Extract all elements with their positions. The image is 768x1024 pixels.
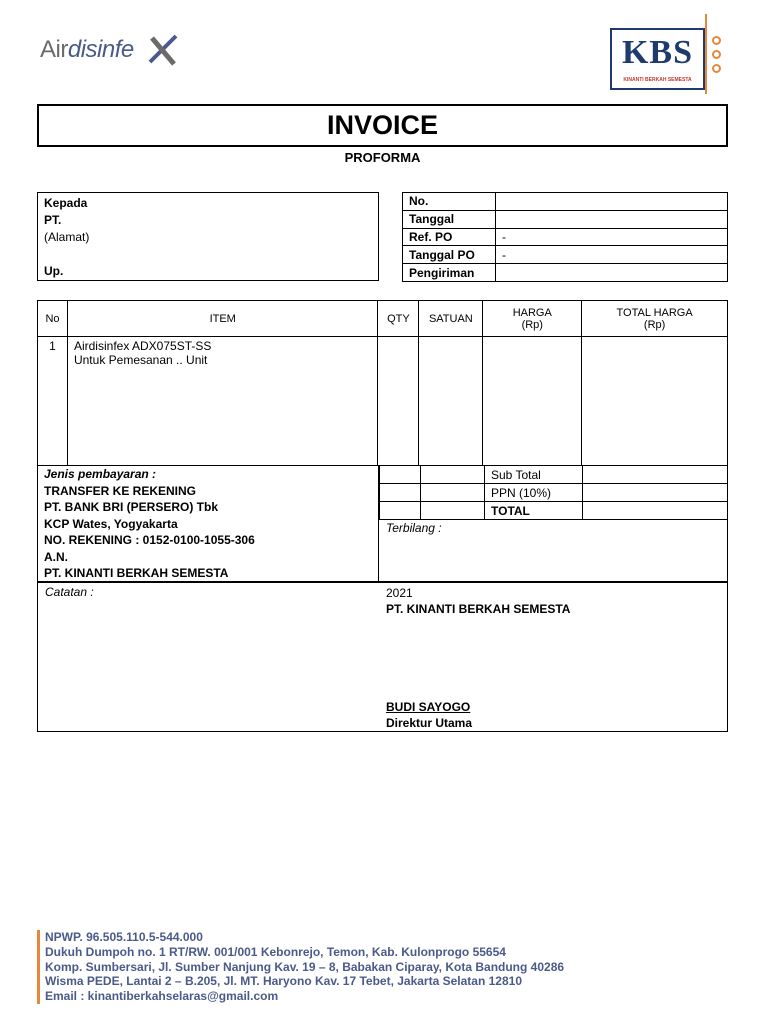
- signer: [386, 699, 472, 731]
- invoice-info-table: [402, 192, 728, 282]
- alamat-label: (Alamat): [44, 230, 90, 244]
- summary-table: [379, 465, 728, 520]
- ppn-label: PPN (10%): [485, 484, 583, 502]
- footer-npwp: NPWP. 96.505.110.5-544.000: [45, 930, 203, 944]
- row-total: [582, 337, 728, 466]
- row-qty: [378, 337, 419, 466]
- info-label: Pengiriman: [403, 264, 496, 282]
- kbs-logo-bar: [705, 14, 707, 94]
- summary-row: [380, 502, 728, 520]
- pt-label: PT.: [44, 213, 62, 227]
- subtotal-value: [583, 466, 728, 484]
- info-label: Tanggal PO: [403, 246, 496, 264]
- summary-row: [380, 484, 728, 502]
- info-row: [403, 246, 728, 264]
- info-row: [403, 228, 728, 246]
- footer-address: Komp. Sumbersari, Jl. Sumber Nanjung Kav. 19 – 8, Babakan Ciparay, Kota Bandung 40286: [45, 959, 565, 974]
- payment-summary-section: [37, 465, 728, 582]
- info-label: No.: [403, 193, 496, 211]
- recipient-spacer: [44, 246, 372, 263]
- signer-title: Direktur Utama: [386, 716, 473, 730]
- payment-account-number: NO. REKENING : 0152-0100-1055-306: [44, 533, 255, 547]
- col-no: No: [38, 301, 68, 337]
- row-item-desc: Untuk Pemesanan .. Unit: [73, 353, 208, 367]
- summary-cell: [380, 502, 421, 520]
- summary-cell: [421, 466, 485, 484]
- total-value: [583, 502, 728, 520]
- info-value: [496, 193, 728, 211]
- row-item: [67, 337, 377, 466]
- info-value: [496, 264, 728, 282]
- payment-bank: PT. BANK BRI (PERSERO) Tbk: [44, 500, 219, 514]
- kepada-label: Kepada: [44, 196, 88, 210]
- invoice-subtitle: PROFORMA: [344, 150, 421, 165]
- payment-method: TRANSFER KE REKENING: [44, 483, 197, 498]
- kbs-logo-subtext: KINANTI BERKAH SEMESTA: [623, 77, 692, 83]
- table-row: [38, 337, 728, 466]
- ppn-value: [583, 484, 728, 502]
- col-item: ITEM: [67, 301, 377, 337]
- info-label: Tanggal: [403, 210, 496, 228]
- info-row: [403, 193, 728, 211]
- kbs-logo-frame: [610, 28, 705, 90]
- summary-cell: [380, 466, 421, 484]
- catatan-label: Catatan :: [45, 585, 94, 599]
- subtotal-label: Sub Total: [485, 466, 583, 484]
- company-footer: [37, 930, 657, 1004]
- x-mark-icon: [148, 32, 180, 68]
- signer-name: BUDI SAYOGO: [386, 700, 471, 714]
- col-qty: QTY: [378, 301, 419, 337]
- row-item-name: Airdisinfex ADX075ST-SS: [73, 339, 212, 353]
- payment-account-name: PT. KINANTI BERKAH SEMESTA: [44, 566, 229, 580]
- col-total-label: TOTAL HARGA: [616, 306, 693, 319]
- col-harga-label: HARGA: [512, 306, 552, 319]
- dot-icon: [712, 50, 721, 59]
- row-no: 1: [38, 337, 68, 466]
- payment-info: [38, 465, 379, 582]
- payment-an-label: A.N.: [44, 549, 68, 564]
- summary-cell: [421, 484, 485, 502]
- info-row: [403, 264, 728, 282]
- dot-icon: [712, 64, 721, 73]
- col-harga: [483, 301, 582, 337]
- notes-signature-box: [37, 581, 728, 732]
- airdisinfex-logo: [40, 30, 180, 70]
- summary-row: [380, 466, 728, 484]
- col-satuan: SATUAN: [419, 301, 483, 337]
- payment-branch: KCP Wates, Yogyakarta: [44, 516, 178, 531]
- items-table: [37, 300, 728, 466]
- col-harga-unit: (Rp): [521, 318, 543, 331]
- signature-year: 2021: [386, 586, 413, 600]
- total-label: TOTAL: [485, 502, 583, 520]
- info-value: -: [496, 246, 728, 264]
- invoice-title: INVOICE: [37, 104, 728, 147]
- row-satuan: [419, 337, 483, 466]
- footer-address: Dukuh Dumpoh no. 1 RT/RW. 001/001 Kebonrejo, Temon, Kab. Kulonprogo 55654: [45, 944, 506, 959]
- terbilang-label: Terbilang :: [386, 521, 442, 535]
- signature-header: [386, 585, 570, 617]
- row-harga: [483, 337, 582, 466]
- kbs-logo: [607, 14, 733, 94]
- col-total: [582, 301, 728, 337]
- info-label: Ref. PO: [403, 228, 496, 246]
- summary-cell: [380, 484, 421, 502]
- airdisinfex-logo-text: Airdisinfe: [40, 36, 134, 63]
- dot-icon: [712, 36, 721, 45]
- up-label: Up.: [44, 264, 64, 278]
- summary-cell: [421, 502, 485, 520]
- info-row: [403, 210, 728, 228]
- items-header-row: [38, 301, 728, 337]
- info-value: [496, 210, 728, 228]
- payment-label: Jenis pembayaran :: [44, 467, 157, 481]
- signature-company: PT. KINANTI BERKAH SEMESTA: [386, 602, 571, 616]
- info-value: -: [496, 228, 728, 246]
- footer-email: Email : kinantiberkahselaras@gmail.com: [45, 989, 279, 1004]
- col-total-unit: (Rp): [643, 318, 666, 331]
- footer-address: Wisma PEDE, Lantai 2 – B.205, Jl. MT. Haryono Kav. 17 Tebet, Jakarta Selatan 12810: [45, 974, 522, 989]
- kbs-logo-text: KBS: [621, 34, 694, 71]
- recipient-box: [37, 192, 379, 281]
